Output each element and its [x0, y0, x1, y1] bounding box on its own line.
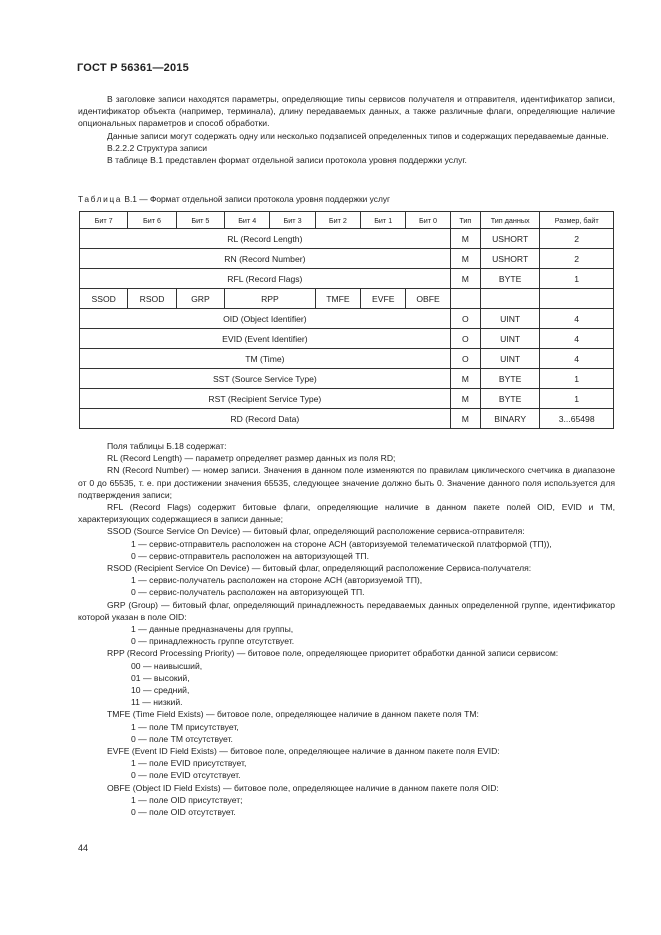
value-description: 1 — поле OID присутствует; — [131, 794, 243, 805]
field-description: SSOD (Source Service On Device) — битовый флаг, определяющий расположение сервиса-отправителя: — [107, 526, 525, 537]
value-description: 0 — сервис-отправитель расположен на авторизующей ТП. — [131, 550, 370, 561]
flag-cell-rsod: RSOD — [128, 289, 176, 309]
size-cell: 1 — [540, 369, 614, 389]
table-row — [80, 409, 614, 429]
size-cell: 2 — [540, 229, 614, 249]
datatype-cell: UINT — [480, 349, 539, 369]
table-row — [80, 369, 614, 389]
table-row — [80, 269, 614, 289]
value-description: 11 — низкий. — [131, 697, 183, 708]
field-cell: EVID (Event Identifier) — [80, 329, 451, 349]
intro-paragraph: Данные записи могут содержать одну или несколько подзаписей определенных типов и содержащих передаваемые данные. — [107, 130, 609, 141]
table-row — [80, 389, 614, 409]
value-description: 1 — поле TM присутствует, — [131, 721, 239, 732]
field-cell: RFL (Record Flags) — [80, 269, 451, 289]
field-cell: RST (Recipient Service Type) — [80, 389, 451, 409]
value-description: 0 — принадлежность группе отсутствует. — [131, 636, 295, 647]
page-number: 44 — [78, 843, 89, 853]
value-description: 1 — поле EVID присутствует, — [131, 758, 247, 769]
document-header: ГОСТ Р 56361—2015 — [77, 62, 189, 74]
type-cell: M — [450, 369, 480, 389]
size-cell: 2 — [540, 249, 614, 269]
table-row — [80, 249, 614, 269]
field-cell: OID (Object Identifier) — [80, 309, 451, 329]
type-cell: M — [450, 409, 480, 429]
field-description: RPP (Record Processing Priority) — битовое поле, определяющее приоритет обработки данной записи сервисом: — [107, 648, 559, 659]
header-cell: Размер, байт — [540, 212, 614, 229]
size-cell: 1 — [540, 269, 614, 289]
field-cell: RN (Record Number) — [80, 249, 451, 269]
value-description: 1 — сервис-отправитель расположен на стороне АСН (авторизуемой телематической платформой (ТП)), — [131, 538, 552, 549]
field-description: RN (Record Number) — номер записи. Значения в данном поле изменяются по правилам циклического счетчика в диапазоне от 0 до 65535, т. е. при достижении значения 65535, следующее значение должно быть 0. Значение данного поля используется для подтверждения записи; — [78, 465, 615, 500]
flags-row — [80, 289, 614, 309]
flag-cell-rpp: RPP — [225, 289, 316, 309]
field-cell: RD (Record Data) — [80, 409, 451, 429]
intro-text — [78, 93, 615, 166]
type-cell: O — [450, 329, 480, 349]
value-description: 0 — поле TM отсутствует. — [131, 733, 233, 744]
datatype-cell: UINT — [480, 329, 539, 349]
table-header-row — [80, 212, 614, 229]
header-cell: Тип — [450, 212, 480, 229]
value-description: 10 — средний, — [131, 685, 190, 696]
header-cell: Бит 1 — [361, 212, 406, 229]
table-row — [80, 349, 614, 369]
value-description: 0 — поле OID отсутствует. — [131, 807, 236, 818]
header-cell: Бит 3 — [270, 212, 315, 229]
flag-cell-tmfe: TMFE — [315, 289, 360, 309]
field-cell: RL (Record Length) — [80, 229, 451, 249]
flag-cell-grp: GRP — [176, 289, 224, 309]
value-description: 0 — поле EVID отсутствует. — [131, 770, 241, 781]
field-description: TMFE (Time Field Exists) — битовое поле, определяющее наличие в данном пакете поля TM: — [107, 709, 479, 720]
section-heading: В.2.2.2 Структура записи — [107, 142, 208, 153]
datatype-cell: BYTE — [480, 389, 539, 409]
field-description: RSOD (Recipient Service On Device) — битовый флаг, определяющий расположение Сервиса-получателя: — [107, 563, 532, 574]
flag-cell-obfe: OBFE — [406, 289, 450, 309]
table-caption-label: Таблица — [78, 194, 123, 204]
table-caption — [78, 194, 390, 204]
datatype-cell: USHORT — [480, 249, 539, 269]
datatype-cell: USHORT — [480, 229, 539, 249]
field-description: OBFE (Object ID Field Exists) — битовое поле, определяющее наличие в данном пакете поля OID: — [107, 782, 499, 793]
table-row — [80, 229, 614, 249]
header-cell: Бит 7 — [80, 212, 128, 229]
datatype-cell: BYTE — [480, 269, 539, 289]
size-cell: 4 — [540, 329, 614, 349]
field-description: RL (Record Length) — параметр определяет размер данных из поля RD; — [107, 453, 396, 464]
field-description: RFL (Record Flags) содержит битовые флаги, определяющие наличие в данном пакете полей OID, EVID и TM, характеризующих содержащиеся в записи данные; — [78, 502, 615, 525]
value-description: 0 — сервис-получатель расположен на авторизующей ТП. — [131, 587, 365, 598]
intro-paragraph: В таблице В.1 представлен формат отдельной записи протокола уровня поддержки услуг. — [107, 155, 467, 166]
value-description: 01 — высокий, — [131, 672, 190, 683]
header-cell: Бит 4 — [225, 212, 270, 229]
table-row — [80, 329, 614, 349]
field-cell: TM (Time) — [80, 349, 451, 369]
table-caption-text: В.1 — Формат отдельной записи протокола уровня поддержки услуг — [122, 194, 391, 204]
header-cell: Бит 5 — [176, 212, 224, 229]
datatype-cell: BINARY — [480, 409, 539, 429]
intro-paragraph: В заголовке записи находятся параметры, определяющие типы сервисов получателя и отправителя, идентификатор записи, идентификатор объекта (например, терминала), длину передаваемых данных, а также различные флаги, определяющие наличие опциональных параметров и способ обработки. — [78, 94, 615, 129]
header-cell: Тип данных — [480, 212, 539, 229]
value-description: 1 — данные предназначены для группы, — [131, 624, 294, 635]
field-description: EVFE (Event ID Field Exists) — битовое поле, определяющее наличие в данном пакете поля EVID: — [107, 746, 500, 757]
type-cell: M — [450, 229, 480, 249]
value-description: 1 — сервис-получатель расположен на стороне АСН (авторизуемой ТП), — [131, 575, 423, 586]
size-cell: 4 — [540, 309, 614, 329]
record-format-table — [79, 211, 614, 429]
type-cell: O — [450, 309, 480, 329]
table-row — [80, 309, 614, 329]
empty-cell — [450, 289, 480, 309]
value-description: 00 — наивысший, — [131, 660, 203, 671]
header-cell: Бит 2 — [315, 212, 360, 229]
type-cell: M — [450, 269, 480, 289]
flag-cell-evfe: EVFE — [361, 289, 406, 309]
fields-description — [78, 440, 615, 818]
datatype-cell: UINT — [480, 309, 539, 329]
size-cell: 1 — [540, 389, 614, 409]
flag-cell-ssod: SSOD — [80, 289, 128, 309]
type-cell: M — [450, 249, 480, 269]
type-cell: O — [450, 349, 480, 369]
empty-cell — [480, 289, 539, 309]
header-cell: Бит 6 — [128, 212, 176, 229]
field-description: GRP (Group) — битовый флаг, определяющий принадлежность передаваемых данных определенной группе, идентификатор которой указан в поле OID: — [78, 599, 615, 622]
type-cell: M — [450, 389, 480, 409]
size-cell: 4 — [540, 349, 614, 369]
size-cell: 3...65498 — [540, 409, 614, 429]
field-cell: SST (Source Service Type) — [80, 369, 451, 389]
datatype-cell: BYTE — [480, 369, 539, 389]
field-description: Поля таблицы Б.18 содержат: — [107, 441, 227, 451]
empty-cell — [540, 289, 614, 309]
header-cell: Бит 0 — [406, 212, 450, 229]
